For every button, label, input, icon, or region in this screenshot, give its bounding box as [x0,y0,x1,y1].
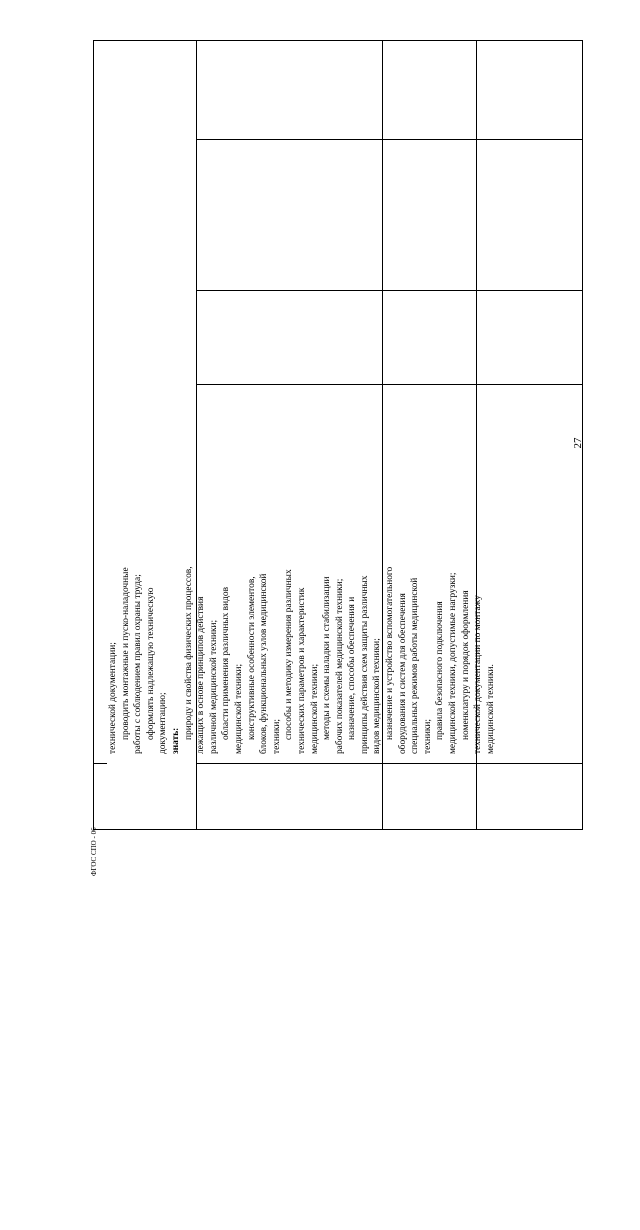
text-line: правила безопасного подключения [435,601,446,740]
page-number: 27 [572,437,584,449]
table-divider [196,384,582,385]
text-line: назначение, способы обеспечения и [347,596,358,740]
text-line: рабочих показателей медицинской техники; [334,578,345,754]
text-line: оформлять надлежащую техническую [145,587,156,740]
text-line: техники; [271,718,282,754]
text-line: медицинской техники, допустимые нагрузки; [448,572,459,754]
text-line: конструктивные особенности элементов, [246,576,257,740]
text-line: проводить монтажные и пуско-наладочные [120,567,131,740]
text-line: лежащих в основе принципов действия [196,596,207,754]
text-line: технической документации; [108,642,118,754]
text-line: знать: [170,727,181,754]
text-line: медицинской техники; [233,663,244,754]
table-divider [94,763,107,764]
text-line: назначение и устройство вспомогательного [385,566,396,740]
footer-code: ФГОС СПО - 06 [90,827,98,876]
text-line: специальных режимов работы медицинской [410,577,421,754]
text-line: медицинской техники; [309,663,320,754]
text-line: видов медицинской техники; [372,638,383,754]
text-line: различной медицинской техники; [208,619,219,754]
text-line: оборудования и систем для обеспечения [397,593,408,754]
text-line: принципы действия схем защиты различных [359,575,370,754]
knowledge-text [107,454,553,754]
table-divider [196,290,582,291]
text-line: технической документации по монтажу [473,595,484,754]
knowledge-cell [107,566,496,1230]
text-line: технических параметров и характеристик [296,587,307,754]
table-divider [196,139,582,140]
text-line: документацию; [158,692,169,754]
text-line: области применения различных видов [221,586,232,740]
text-line: методы и схемы наладки и стабилизации [322,576,333,740]
text-line: номенклатуру и порядок оформления [460,590,471,740]
text-line: работы с соблюдением правил охраны труда; [133,574,144,754]
text-line: блоков, функциональных узлов медицинской [259,573,270,754]
text-line: медицинской техники. [485,664,496,754]
text-line: природу и свойства физических процессов, [183,566,194,740]
text-line: способы и методику измерения различных [284,569,295,740]
footer-wrapper [88,827,100,876]
text-line: техники; [422,718,433,754]
